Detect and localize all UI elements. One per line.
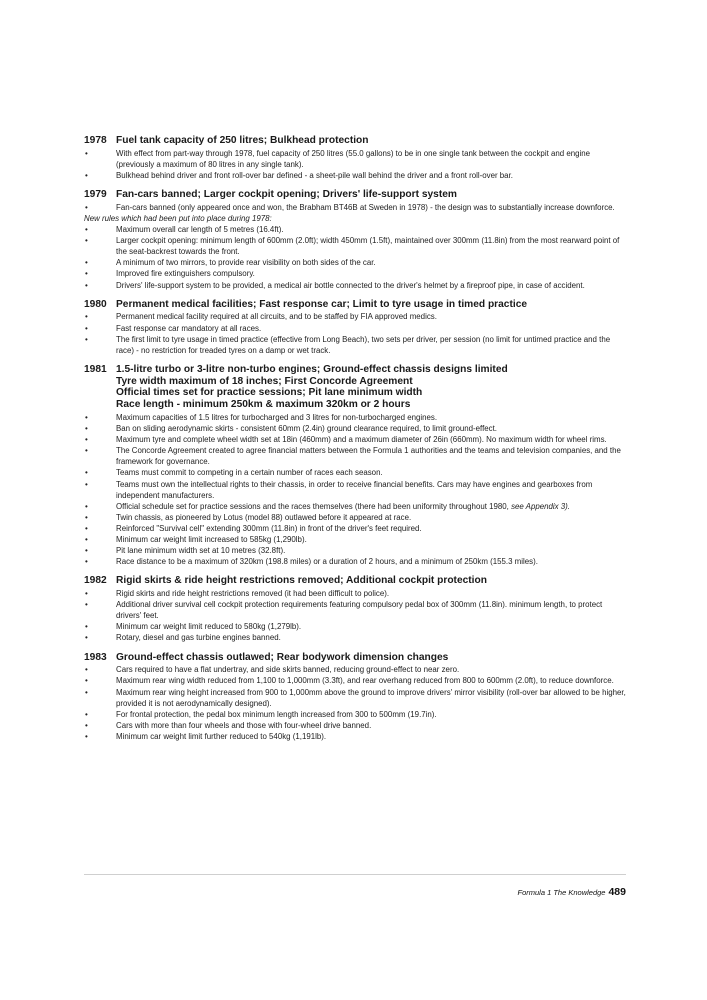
section-title: Tyre width maximum of 18 inches; First Concorde Agreement — [116, 375, 413, 387]
page-content — [84, 135, 626, 750]
list-item: • Maximum rear wing width reduced from 1,100 to 1,000mm (3.3ft), and rear overhang reduced from 800 to 600mm (2.0ft), to reduce downforce. — [84, 675, 626, 686]
section-title: Fuel tank capacity of 250 litres; Bulkhead protection — [116, 135, 369, 146]
list-item — [84, 501, 626, 512]
page-footer — [518, 886, 627, 898]
bullet-list — [84, 148, 626, 181]
list-item: • Race distance to be a maximum of 320km (198.8 miles) or a duration of 2 hours, and a minimum of 250km (155.3 miles). — [84, 556, 626, 567]
list-item: • Fan-cars banned (only appeared once and won, the Brabham BT46B at Sweden in 1978) - the design was to substantially increase downforce. — [84, 202, 626, 213]
list-item: • Teams must own the intellectual rights to their chassis, in order to receive financial benefits. Cars may have engines and gearboxes from independent manufacturers. — [84, 479, 626, 501]
bullet-list — [84, 588, 626, 643]
list-item: • Reinforced "Survival cell" extending 300mm (11.8in) in front of the driver's feet required. — [84, 523, 626, 534]
list-item: • Maximum rear wing height increased from 900 to 1,000mm above the ground to improve drivers' mirror visibility (roll-over bar allowed to be higher, provided it is not aerodynamically designed). — [84, 687, 626, 709]
list-item: • Pit lane minimum width set at 10 metres (32.8ft). — [84, 545, 626, 556]
bullet-list — [84, 202, 626, 213]
list-item: • Additional driver survival cell cockpit protection requirements featuring compulsory pedal box of 300mm (11.8in). minimum length, to protect drivers' feet. — [84, 599, 626, 621]
section-heading — [84, 189, 626, 201]
section-year: 1978 — [84, 135, 107, 146]
section-titles — [116, 364, 626, 411]
section-1981 — [84, 364, 626, 568]
section-year: 1981 — [84, 363, 107, 375]
section-heading — [84, 575, 626, 587]
list-item: • Bulkhead behind driver and front roll-over bar defined - a sheet-pile wall behind the driver and a front roll-over bar. — [84, 170, 626, 181]
list-item: • For frontal protection, the pedal box minimum length increased from 300 to 500mm (19.7in). — [84, 709, 626, 720]
section-heading — [84, 364, 626, 411]
list-item: • Minimum car weight limit reduced to 580kg (1,279lb). — [84, 621, 626, 632]
section-title: Race length - minimum 250km & maximum 320km or 2 hours — [116, 399, 411, 411]
section-year: 1980 — [84, 298, 107, 310]
section-titles — [116, 652, 626, 664]
section-titles — [116, 299, 626, 311]
section-titles — [116, 575, 626, 587]
page-number: 489 — [608, 886, 626, 898]
list-item: • Ban on sliding aerodynamic skirts - consistent 60mm (2.4in) ground clearance required, to limit ground-effect. — [84, 423, 626, 434]
section-1979 — [84, 189, 626, 291]
section-1983 — [84, 652, 626, 742]
bullet-list — [84, 412, 626, 567]
list-item: • Maximum capacities of 1.5 litres for turbocharged and 3 litres for non-turbocharged engines. — [84, 412, 626, 423]
bullet-list — [84, 224, 626, 291]
list-item: • Maximum tyre and complete wheel width set at 18in (460mm) and a maximum diameter of 26in (660mm). No maximum width for wheel rims. — [84, 434, 626, 445]
section-1982 — [84, 575, 626, 643]
list-item: • Twin chassis, as pioneered by Lotus (model 88) outlawed before it appeared at race. — [84, 512, 626, 523]
section-title: Ground-effect chassis outlawed; Rear bodywork dimension changes — [116, 651, 449, 663]
list-item: • The Concorde Agreement created to agree financial matters between the Formula 1 authorities and the teams and television companies, and the framework for governance. — [84, 445, 626, 467]
bullet-list — [84, 311, 626, 355]
section-heading — [84, 299, 626, 311]
list-item-text: Official schedule set for practice sessions and the races themselves (there had been uniformity throughout 1980, — [116, 501, 509, 511]
section-title: Permanent medical facilities; Fast response car; Limit to tyre usage in timed practice — [116, 298, 528, 310]
list-item: • Larger cockpit opening: minimum length of 600mm (2.0ft); width 450mm (1.5ft), maintained over 300mm (11.8in) from the most rearward point of the seat-backrest towards the front. — [84, 235, 626, 257]
list-item: • Improved fire extinguishers compulsory. — [84, 268, 626, 279]
section-year: 1982 — [84, 575, 107, 587]
list-item: • A minimum of two mirrors, to provide rear visibility on both sides of the car. — [84, 257, 626, 268]
list-item: • With effect from part-way through 1978, fuel capacity of 250 litres (55.0 gallons) to be in one single tank between the cockpit and engine (previously a maximum of 80 litres in any single tank). — [84, 148, 626, 170]
section-heading — [84, 652, 626, 664]
list-item: • Minimum car weight limit further reduced to 540kg (1,191lb). — [84, 731, 626, 742]
section-title: Fan-cars banned; Larger cockpit opening; Drivers' life-support system — [116, 189, 457, 201]
book-title: Formula 1 The Knowledge — [517, 888, 606, 897]
section-1980 — [84, 299, 626, 356]
section-year: 1979 — [84, 189, 107, 201]
section-year: 1983 — [84, 651, 107, 663]
list-item: • Minimum car weight limit increased to 585kg (1,290lb). — [84, 534, 626, 545]
section-titles — [116, 189, 626, 201]
section-1978 — [84, 135, 626, 181]
list-item: • Maximum overall car length of 5 metres (16.4ft). — [84, 224, 626, 235]
list-item: • Permanent medical facility required at all circuits, and to be staffed by FIA approved medics. — [84, 311, 626, 322]
appendix-reference: see Appendix 3). — [511, 501, 570, 511]
list-item: • Cars with more than four wheels and those with four-wheel drive banned. — [84, 720, 626, 731]
section-heading — [84, 135, 626, 147]
section-title: Official times set for practice sessions; Pit lane minimum width — [116, 387, 423, 399]
italic-note: New rules which had been put into place during 1978: — [84, 213, 272, 223]
list-item: • Teams must commit to competing in a certain number of races each season. — [84, 467, 626, 478]
section-title: 1.5-litre turbo or 3-litre non-turbo engines; Ground-effect chassis designs limited — [116, 363, 508, 375]
list-item: • Rotary, diesel and gas turbine engines banned. — [84, 632, 626, 643]
list-item: • The first limit to tyre usage in timed practice (effective from Long Beach), two sets per driver, per session (no limit for untimed practice and the race) - no restriction for treaded tyres on a damp or wet track. — [84, 334, 626, 356]
list-item: • Drivers' life-support system to be provided, a medical air bottle connected to the driver's helmet by a fireproof pipe, in case of accident. — [84, 280, 626, 291]
list-item: • Cars required to have a flat undertray, and side skirts banned, reducing ground-effect to near zero. — [84, 664, 626, 675]
list-item: • Fast response car mandatory at all races. — [84, 323, 626, 334]
bullet-list — [84, 664, 626, 742]
footer-divider — [84, 874, 626, 875]
section-titles — [116, 135, 626, 147]
list-item: • Rigid skirts and ride height restrictions removed (it had been difficult to police). — [84, 588, 626, 599]
section-title: Rigid skirts & ride height restrictions removed; Additional cockpit protection — [116, 575, 487, 587]
